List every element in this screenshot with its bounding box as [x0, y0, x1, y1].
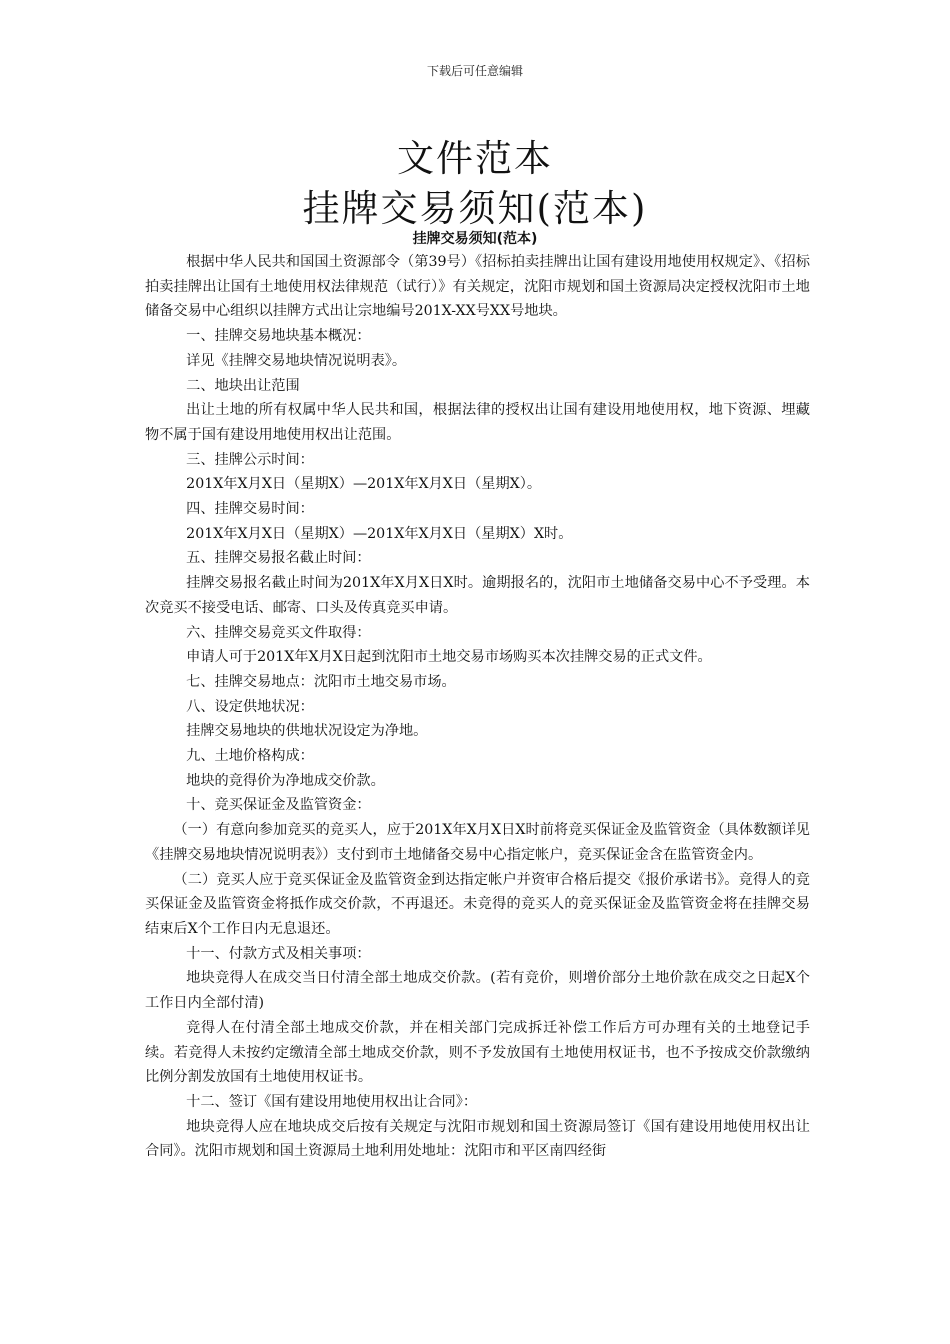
- header-note: 下载后可任意编辑: [426, 64, 523, 78]
- paragraph: 201X年X月X日（星期X）—201X年X月X日（星期X）X时。: [186, 525, 573, 542]
- paragraph: （二）竞买人应于竞买保证金及监管资金到达指定帐户并资审合格后提交《报价承诺书》。竞得人的竞买保证金及监管资金将抵作成交价款，不再退还。未竞得的竞买人的竞买保证金及监管资金将在挂牌交易结束后X个工作日内无息退还。: [145, 871, 810, 937]
- paragraph: 地块竞得人在成交当日付清全部土地成交价款。(若有竞价，则增价部分土地价款在成交之日起X个工作日内全部付清): [145, 970, 810, 1012]
- section-heading: 九、土地价格构成：: [186, 748, 314, 765]
- section-heading: 五、挂牌交易报名截止时间：: [186, 550, 371, 567]
- paragraph: （一）有意向参加竞买的竞买人，应于201X年X月X日X时前将竞买保证金及监管资金（具体数额详见《挂牌交易地块情况说明表》）支付到市土地储备交易中心指定帐户，竞买保证金含在监管资金内。: [145, 822, 810, 863]
- section-heading: 六、挂牌交易竞买文件取得：: [186, 624, 371, 641]
- section-heading: 十一、付款方式及相关事项：: [186, 945, 371, 962]
- section-heading: 十、竞买保证金及监管资金：: [186, 797, 371, 814]
- document-body: [145, 250, 810, 1164]
- paragraph: 根据中华人民共和国国土资源部令（第39号）《招标拍卖挂牌出让国有建设用地使用权规定》、《招标拍卖挂牌出让国有土地使用权法律规范（试行）》有关规定，沈阳市规划和国土资源局决定授权沈阳市土地储备交易中心组织以挂牌方式出让宗地编号201X-XX号XX号地块。: [145, 254, 810, 320]
- section-heading: 四、挂牌交易时间：: [186, 501, 314, 518]
- section-heading: 十二、签订《国有建设用地使用权出让合同》：: [186, 1093, 478, 1110]
- paragraph: 申请人可于201X年X月X日起到沈阳市土地交易市场购买本次挂牌交易的正式文件。: [186, 649, 712, 666]
- section-heading: 八、设定供地状况：: [186, 698, 314, 715]
- paragraph: 挂牌交易报名截止时间为201X年X月X日X时。逾期报名的，沈阳市土地储备交易中心不予受理。本次竞买不接受电话、邮寄、口头及传真竞买申请。: [145, 575, 810, 616]
- paragraph: 竞得人在付清全部土地成交价款，并在相关部门完成拆迁补偿工作后方可办理有关的土地登记手续。若竞得人未按约定缴清全部土地成交价款，则不予发放国有土地使用权证书，也不予按成交价款缴纳比例分割发放国有土地使用权证书。: [145, 1019, 810, 1086]
- paragraph: 详见《挂牌交易地块情况说明表》。: [186, 352, 407, 369]
- paragraph: 地块竞得人应在地块成交后按有关规定与沈阳市规划和国土资源局签订《国有建设用地使用权出让合同》。沈阳市规划和国土资源局土地利用处地址：沈阳市和平区南四经街: [145, 1118, 810, 1160]
- paragraph: 地块的竞得价为净地成交价款。: [186, 772, 385, 789]
- paragraph: 挂牌交易地块的供地状况设定为净地。: [186, 723, 428, 740]
- document-title-line1: 文件范本: [397, 137, 553, 180]
- section-heading: 二、地块出让范围: [186, 377, 300, 394]
- paragraph: 出让土地的所有权属中华人民共和国，根据法律的授权出让国有建设用地使用权，地下资源、埋藏物不属于国有建设用地使用权出让范围。: [145, 402, 810, 443]
- section-heading: 三、挂牌公示时间：: [186, 451, 314, 468]
- section-heading: 一、挂牌交易地块基本概况：: [186, 328, 371, 345]
- document-title-line2: 挂牌交易须知(范本): [302, 187, 648, 230]
- section-heading: 七、挂牌交易地点：沈阳市土地交易市场。: [186, 673, 456, 690]
- paragraph: 201X年X月X日（星期X）—201X年X月X日（星期X）。: [186, 476, 542, 493]
- document-subtitle: 挂牌交易须知(范本): [412, 231, 538, 247]
